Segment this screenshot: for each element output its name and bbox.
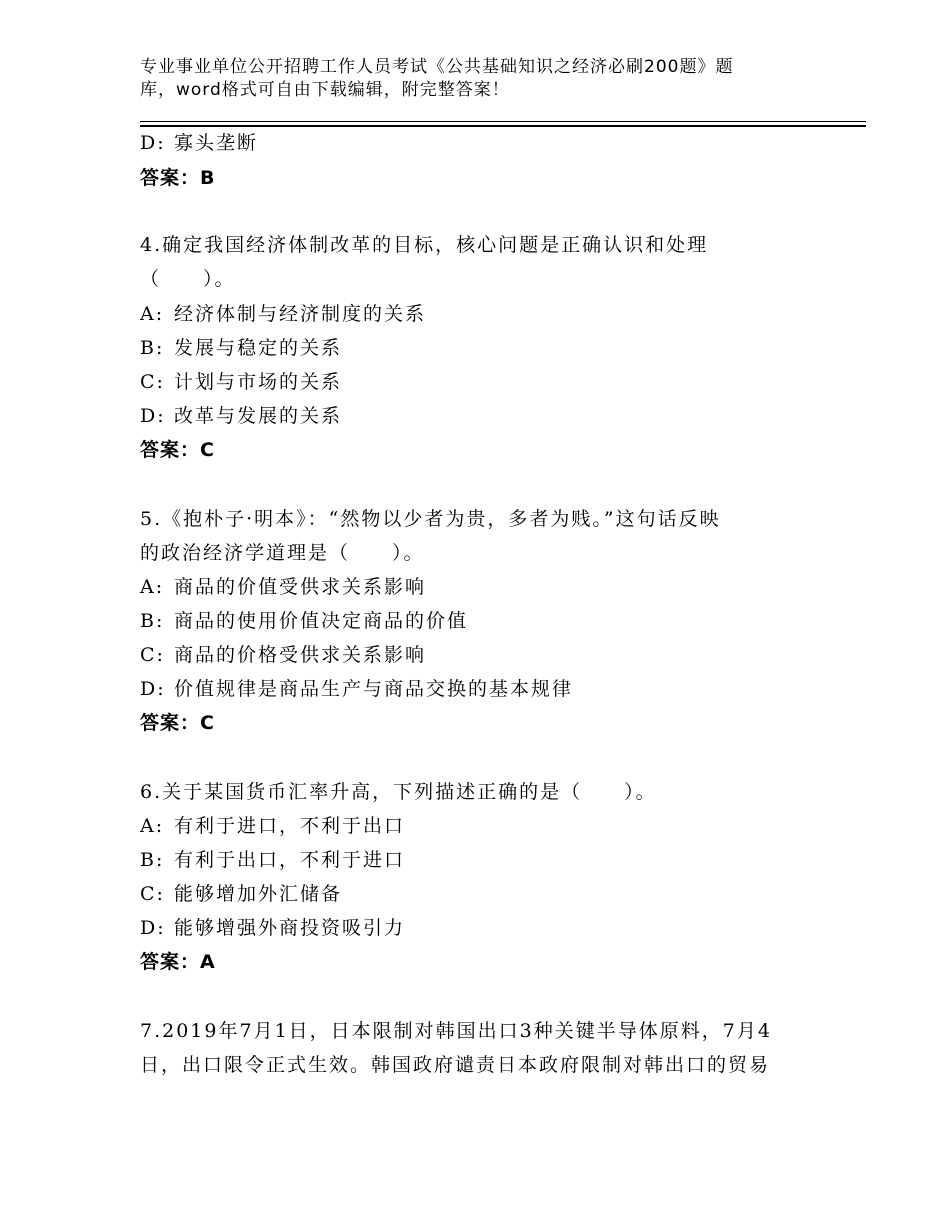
option-text: 计划与市场的关系 [174, 371, 343, 393]
q4-option-d [140, 403, 342, 429]
q5-answer: 答案：C [140, 712, 215, 734]
option-text: 商品的价格受供求关系影响 [174, 644, 427, 666]
header-divider-thick [140, 125, 866, 127]
option-label: D: [140, 405, 166, 427]
q5-option-b [140, 608, 468, 634]
option-label: A: [140, 576, 165, 598]
option-text: 价值规律是商品生产与商品交换的基本规律 [174, 678, 574, 700]
q6-option-a [140, 813, 405, 839]
q4-option-b [140, 335, 342, 361]
q6-answer: 答案：A [140, 951, 216, 973]
q4-stem-line-2: （ ）。 [140, 268, 236, 290]
option-text: 经济体制与经济制度的关系 [174, 303, 427, 325]
option-label: D: [140, 678, 166, 700]
option-label: C: [140, 371, 165, 393]
option-text: 改革与发展的关系 [174, 405, 343, 427]
q4-stem-line-1: 4.确定我国经济体制改革的目标，核心问题是正确认识和处理 [140, 234, 709, 256]
option-label: B: [140, 849, 165, 871]
option-text: 寡头垄断 [174, 132, 259, 154]
q4-option-c [140, 369, 342, 395]
option-text: 有利于进口，不利于出口 [174, 815, 406, 837]
q5-option-a [140, 574, 426, 600]
prev-option-d [140, 130, 258, 156]
option-label: B: [140, 610, 165, 632]
option-text: 能够增强外商投资吸引力 [174, 917, 406, 939]
q5-stem-line-1: 5.《抱朴子·明本》：“然物以少者为贵，多者为贱。”这句话反映 [140, 508, 721, 530]
q6-option-d [140, 915, 405, 941]
q5-option-d [140, 676, 573, 702]
header-line-1: 专业事业单位公开招聘工作人员考试《公共基础知识之经济必刷200题》题 [140, 57, 734, 77]
option-text: 发展与稳定的关系 [174, 337, 343, 359]
q6-option-c [140, 881, 342, 907]
q7-stem-line-2: 日，出口限令正式生效。韩国政府谴责日本政府限制对韩出口的贸易 [140, 1054, 771, 1076]
option-label: C: [140, 883, 165, 905]
header-divider [140, 121, 866, 122]
header-line-2: 库，word格式可自由下载编辑，附完整答案！ [140, 80, 510, 100]
option-label: A: [140, 815, 165, 837]
option-label: C: [140, 644, 165, 666]
option-label: D: [140, 132, 166, 154]
option-text: 商品的使用价值决定商品的价值 [174, 610, 469, 632]
document-header [140, 56, 780, 102]
q5-option-c [140, 642, 426, 668]
q4-option-a [140, 301, 426, 327]
prev-answer: 答案：B [140, 167, 216, 189]
option-label: D: [140, 917, 166, 939]
option-label: A: [140, 303, 165, 325]
option-text: 商品的价值受供求关系影响 [174, 576, 427, 598]
q7-stem-line-1: 7.2019年7月1日，日本限制对韩国出口3种关键半导体原料，7月4 [140, 1020, 772, 1042]
q6-stem-line-1: 6.关于某国货币汇率升高，下列描述正确的是（ ）。 [140, 781, 657, 803]
option-label: B: [140, 337, 165, 359]
option-text: 能够增加外汇储备 [174, 883, 343, 905]
q4-answer: 答案：C [140, 439, 215, 461]
q5-stem-line-2: 的政治经济学道理是（ ）。 [140, 542, 425, 564]
option-text: 有利于出口，不利于进口 [174, 849, 406, 871]
q6-option-b [140, 847, 405, 873]
